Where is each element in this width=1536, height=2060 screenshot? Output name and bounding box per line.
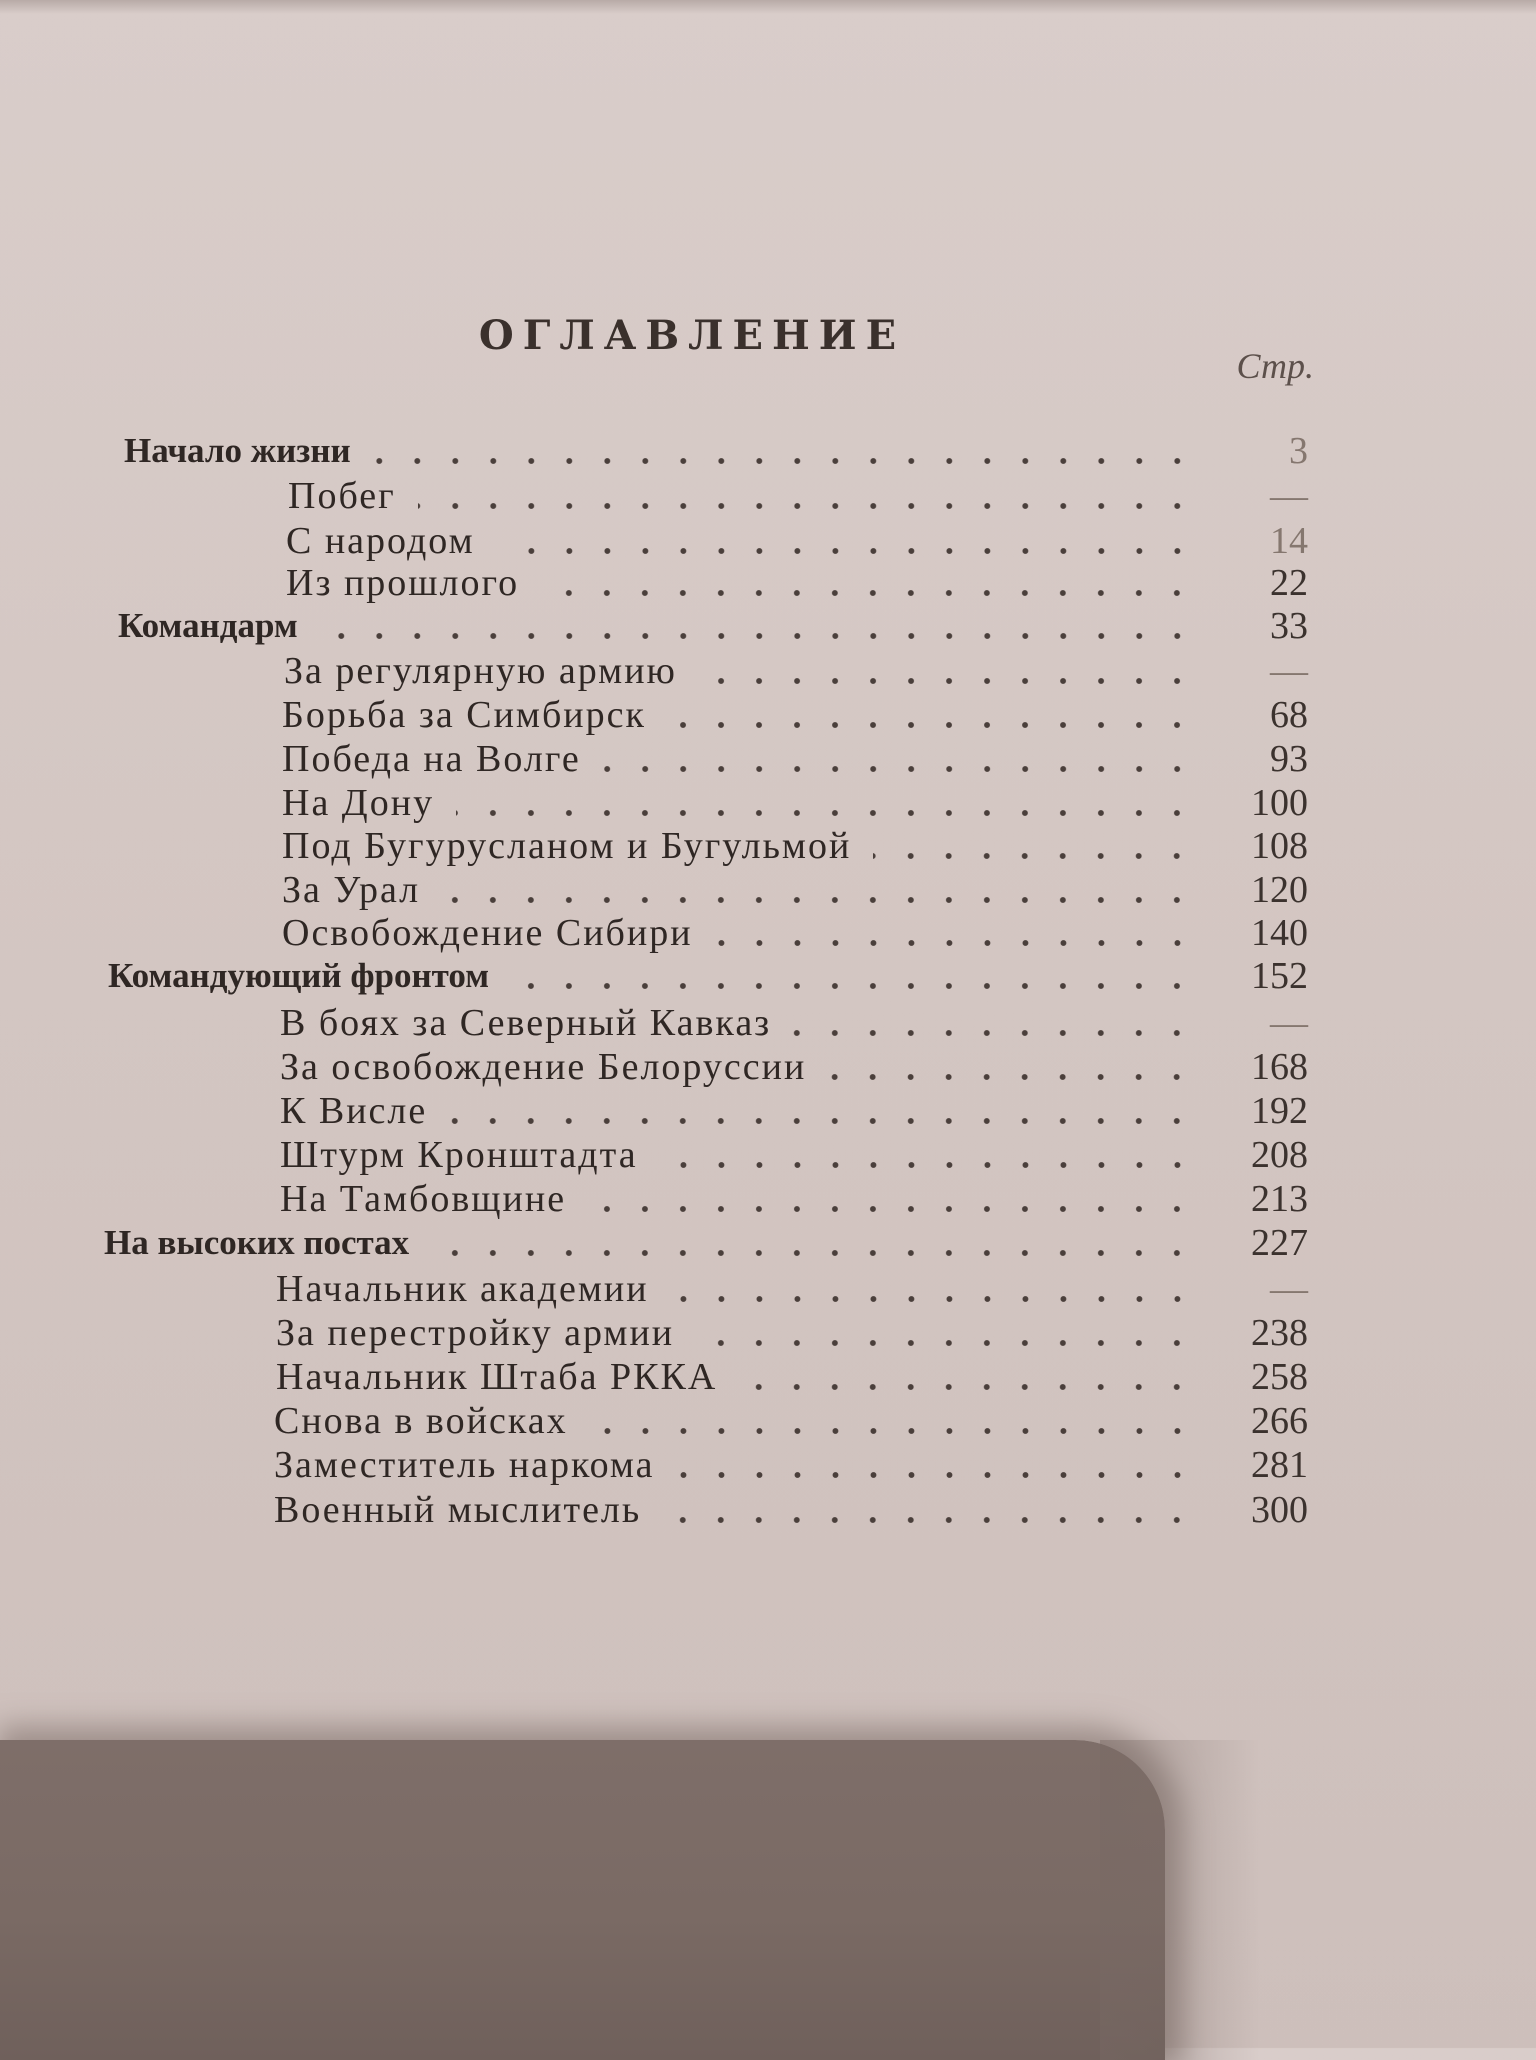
dot-leader: [603, 766, 1196, 772]
toc-section-entry: [124, 428, 1308, 474]
toc-entry-title: В боях за Северный Кавказ: [280, 1002, 772, 1044]
toc-entry-page-number: 258: [1251, 1356, 1308, 1398]
toc-entry-page-number: 22: [1270, 562, 1308, 604]
dot-leader: [541, 590, 1196, 596]
photo-shadow: [0, 1740, 1165, 2060]
dot-leader: [715, 940, 1196, 946]
toc-entry-title: За Урал: [282, 869, 421, 911]
toc-entry-page-number: 33: [1270, 605, 1308, 647]
toc-entry: [288, 473, 1308, 519]
toc-entry: [284, 648, 1308, 694]
toc-entry: [274, 1398, 1308, 1444]
toc-entry-page-number: 100: [1251, 782, 1308, 824]
toc-entry-title: Снова в войсках: [274, 1400, 568, 1442]
toc-entry: [274, 1487, 1308, 1533]
toc-entry-page-number: 152: [1251, 955, 1308, 997]
toc-entry-title: Командарм: [118, 606, 298, 645]
toc-entry-page-number: —: [1270, 475, 1308, 517]
page-column-label: Стр.: [1236, 346, 1314, 386]
dot-leader: [588, 1206, 1196, 1212]
dot-leader: [418, 503, 1196, 509]
toc-entry: [280, 1088, 1308, 1134]
toc-entry: [286, 518, 1308, 564]
toc-entry-title: На высоких постах: [104, 1223, 410, 1262]
toc-section-entry: [118, 603, 1308, 649]
toc-entry-page-number: —: [1270, 1002, 1308, 1044]
toc-entry: [282, 736, 1308, 782]
toc-entry-page-number: 140: [1251, 912, 1308, 954]
toc-entry-title: Начальник академии: [276, 1268, 649, 1310]
toc-entry-title: Под Бугурусланом и Бугульмой: [282, 825, 852, 867]
dot-leader: [373, 458, 1196, 464]
toc-entry-page-number: 93: [1270, 738, 1308, 780]
toc-entry-title: Победа на Волге: [282, 738, 581, 780]
toc-entry: [282, 910, 1308, 956]
toc-entry-page-number: 300: [1251, 1489, 1308, 1531]
toc-entry-page-number: 227: [1251, 1222, 1308, 1264]
dot-leader: [320, 633, 1196, 639]
toc-entry-page-number: 120: [1251, 869, 1308, 911]
toc-entry-title: Побег: [288, 475, 396, 517]
toc-entry: [280, 1176, 1308, 1222]
dot-leader: [828, 1074, 1196, 1080]
toc-entry-page-number: —: [1270, 1268, 1308, 1310]
toc-entry-title: Из прошлого: [286, 562, 520, 604]
toc-entry-page-number: —: [1270, 650, 1308, 692]
dot-leader: [699, 678, 1196, 684]
toc-entry: [276, 1354, 1308, 1400]
toc-entry-title: С народом: [286, 520, 475, 562]
toc-entry-title: К Висле: [280, 1090, 428, 1132]
toc-entry-title: Начальник Штаба РККА: [276, 1356, 718, 1398]
dot-leader: [793, 1030, 1196, 1036]
toc-entry-page-number: 266: [1251, 1400, 1308, 1442]
dot-leader: [456, 810, 1196, 816]
dot-leader: [696, 1340, 1196, 1346]
dot-leader: [497, 548, 1196, 554]
toc-entry: [286, 560, 1308, 606]
dot-leader: [677, 1472, 1196, 1478]
dot-leader: [449, 1118, 1196, 1124]
dot-leader: [739, 1384, 1196, 1390]
toc-section-entry: [108, 953, 1308, 999]
toc-entry-title: Начало жизни: [124, 431, 351, 470]
toc-entry-title: За освобождение Белоруссии: [280, 1046, 807, 1088]
toc-entry-page-number: 281: [1251, 1444, 1308, 1486]
toc-entry: [282, 823, 1308, 869]
dot-leader: [873, 853, 1196, 859]
toc-entry-title: Командующий фронтом: [108, 956, 490, 995]
toc-entry: [282, 692, 1308, 738]
toc-entry: [274, 1442, 1308, 1488]
dot-leader: [663, 1517, 1196, 1523]
dot-leader: [671, 1296, 1196, 1302]
toc-entry: [276, 1266, 1308, 1312]
toc-entry-title: Военный мыслитель: [274, 1489, 642, 1531]
toc-entry: [280, 1044, 1308, 1090]
toc-entry-page-number: 208: [1251, 1134, 1308, 1176]
dot-leader: [442, 897, 1196, 903]
dot-leader: [660, 1162, 1196, 1168]
toc-entry-page-number: 108: [1251, 825, 1308, 867]
dot-leader: [668, 722, 1196, 728]
dot-leader: [511, 983, 1196, 989]
toc-entry-title: Борьба за Симбирск: [282, 694, 646, 736]
toc-entry-title: Заместитель наркома: [274, 1444, 655, 1486]
toc-entry-page-number: 68: [1270, 694, 1308, 736]
toc-entry-title: За перестройку армии: [276, 1312, 675, 1354]
toc-entry-page-number: 213: [1251, 1178, 1308, 1220]
toc-entry: [276, 1310, 1308, 1356]
dot-leader: [431, 1250, 1196, 1256]
toc-entry-page-number: 14: [1270, 520, 1308, 562]
toc-entry-title: За регулярную армию: [284, 650, 677, 692]
toc-entry: [282, 780, 1308, 826]
dot-leader: [590, 1428, 1196, 1434]
toc-entry-title: Штурм Кронштадта: [280, 1134, 638, 1176]
toc-title: ОГЛАВЛЕНИЕ: [478, 312, 906, 359]
photo-shadow-fade: [1100, 1740, 1260, 2060]
toc-entry: [282, 867, 1308, 913]
toc-entry-title: На Тамбовщине: [280, 1178, 567, 1220]
toc-entry-page-number: 192: [1251, 1090, 1308, 1132]
toc-entry-title: Освобождение Сибири: [282, 912, 693, 954]
toc-entry-page-number: 3: [1289, 430, 1308, 472]
toc-entry-page-number: 238: [1251, 1312, 1308, 1354]
toc-entry-page-number: 168: [1251, 1046, 1308, 1088]
toc-section-entry: [104, 1220, 1308, 1266]
toc-entry: [280, 1000, 1308, 1046]
toc-entry: [280, 1132, 1308, 1178]
toc-entry-title: На Дону: [282, 782, 435, 824]
